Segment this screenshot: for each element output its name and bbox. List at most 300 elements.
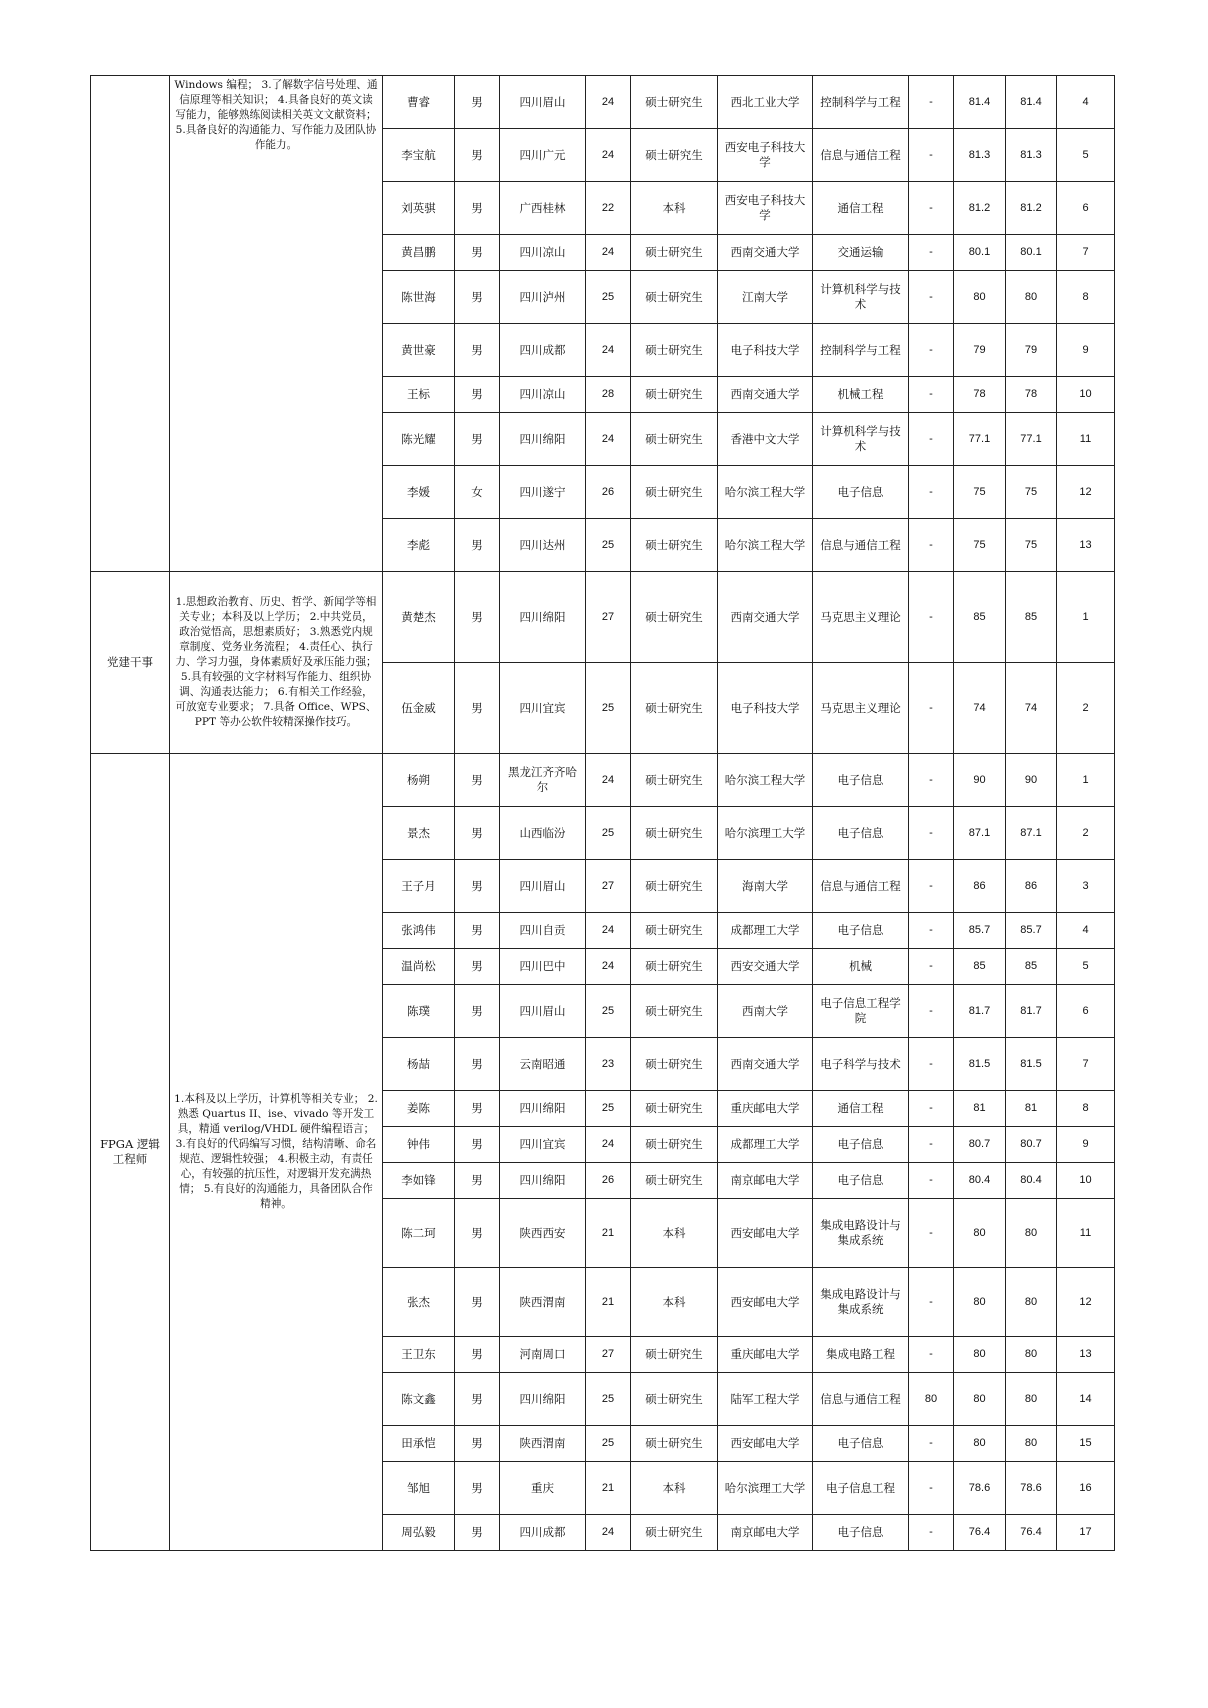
table-cell: 男 — [455, 1515, 500, 1551]
table-cell: 马克思主义理论 — [813, 572, 909, 663]
table-cell: 陈璞 — [383, 985, 455, 1038]
table-cell: 8 — [1057, 1091, 1115, 1127]
table-cell: 17 — [1057, 1515, 1115, 1551]
table-cell: 硕士研究生 — [631, 1337, 718, 1373]
table-cell: 男 — [455, 1426, 500, 1462]
table-cell: - — [909, 466, 954, 519]
table-cell: 机械 — [813, 949, 909, 985]
table-cell: 11 — [1057, 413, 1115, 466]
table-cell: 马克思主义理论 — [813, 663, 909, 754]
table-cell: 硕士研究生 — [631, 235, 718, 271]
table-cell: 10 — [1057, 377, 1115, 413]
table-cell: 80 — [1006, 1337, 1057, 1373]
table-cell: 本科 — [631, 1199, 718, 1268]
table-cell: 四川成都 — [500, 1515, 586, 1551]
table-cell: 西安交通大学 — [718, 949, 813, 985]
table-cell: - — [909, 1337, 954, 1373]
table-cell: 电子科技大学 — [718, 663, 813, 754]
table-cell: 男 — [455, 271, 500, 324]
table-cell: 西安邮电大学 — [718, 1199, 813, 1268]
table-cell: 张鸿伟 — [383, 913, 455, 949]
table-cell: 男 — [455, 1127, 500, 1163]
table-cell: 75 — [1006, 519, 1057, 572]
table-cell: 24 — [586, 1515, 631, 1551]
table-cell: 7 — [1057, 235, 1115, 271]
table-cell: 81.3 — [954, 129, 1006, 182]
table-cell: 男 — [455, 1462, 500, 1515]
table-cell: 25 — [586, 1373, 631, 1426]
table-cell: 集成电路工程 — [813, 1337, 909, 1373]
table-cell: 79 — [954, 324, 1006, 377]
table-cell: 27 — [586, 1337, 631, 1373]
table-cell: 男 — [455, 949, 500, 985]
table-cell: 78.6 — [954, 1462, 1006, 1515]
table-cell: - — [909, 663, 954, 754]
table-cell: - — [909, 913, 954, 949]
table-cell: - — [909, 949, 954, 985]
table-cell: 王卫东 — [383, 1337, 455, 1373]
table-cell: 广西桂林 — [500, 182, 586, 235]
table-cell: 11 — [1057, 1199, 1115, 1268]
table-cell: 江南大学 — [718, 271, 813, 324]
table-cell: 信息与通信工程 — [813, 860, 909, 913]
table-cell: 24 — [586, 129, 631, 182]
table-cell: 74 — [954, 663, 1006, 754]
table-cell: 电子信息 — [813, 1163, 909, 1199]
table-cell: 男 — [455, 129, 500, 182]
table-cell: - — [909, 129, 954, 182]
table-cell: 电子信息 — [813, 466, 909, 519]
table-cell: 西安电子科技大学 — [718, 129, 813, 182]
table-cell: 硕士研究生 — [631, 754, 718, 807]
table-cell: 四川广元 — [500, 129, 586, 182]
table-cell: 李彪 — [383, 519, 455, 572]
table-cell: 25 — [586, 271, 631, 324]
table-cell: 2 — [1057, 807, 1115, 860]
table-cell: 6 — [1057, 182, 1115, 235]
table-cell: 黑龙江齐齐哈尔 — [500, 754, 586, 807]
table-cell: 哈尔滨工程大学 — [718, 519, 813, 572]
table-cell: 27 — [586, 572, 631, 663]
table-cell: - — [909, 271, 954, 324]
table-cell: 25 — [586, 1091, 631, 1127]
table-cell: 西北工业大学 — [718, 76, 813, 129]
table-cell: 80 — [954, 271, 1006, 324]
table-cell: 14 — [1057, 1373, 1115, 1426]
table-cell: 四川达州 — [500, 519, 586, 572]
table-cell: 河南周口 — [500, 1337, 586, 1373]
table-cell: 23 — [586, 1038, 631, 1091]
table-cell: 王标 — [383, 377, 455, 413]
table-cell: 21 — [586, 1462, 631, 1515]
position-cell — [91, 76, 170, 572]
table-cell: 85 — [954, 949, 1006, 985]
table-cell: 硕士研究生 — [631, 572, 718, 663]
table-cell: 黄世豪 — [383, 324, 455, 377]
table-row — [91, 572, 1115, 663]
table-cell: 南京邮电大学 — [718, 1163, 813, 1199]
table-cell: 通信工程 — [813, 1091, 909, 1127]
table-cell: 景杰 — [383, 807, 455, 860]
table-cell: 男 — [455, 754, 500, 807]
table-cell: 25 — [586, 807, 631, 860]
table-cell: 哈尔滨工程大学 — [718, 466, 813, 519]
requirements-cell: Windows 编程； 3.了解数字信号处理、通信原理等相关知识； 4.具备良好的英文读写能力，能够熟练阅读相关英文文献资料； 5.具备良好的沟通能力、写作能力及团队协作能力。 — [170, 76, 383, 572]
table-cell: 男 — [455, 76, 500, 129]
table-cell: 电子信息 — [813, 754, 909, 807]
table-body — [91, 76, 1115, 1551]
table-cell: 陈世海 — [383, 271, 455, 324]
table-cell: 硕士研究生 — [631, 413, 718, 466]
table-cell: 男 — [455, 985, 500, 1038]
table-cell: 79 — [1006, 324, 1057, 377]
table-cell: 四川绵阳 — [500, 1163, 586, 1199]
table-cell: 80 — [954, 1373, 1006, 1426]
table-cell: 21 — [586, 1268, 631, 1337]
table-cell: 男 — [455, 182, 500, 235]
table-cell: 西南交通大学 — [718, 572, 813, 663]
table-cell: 四川宜宾 — [500, 663, 586, 754]
table-cell: 重庆邮电大学 — [718, 1091, 813, 1127]
table-cell: - — [909, 1127, 954, 1163]
table-cell: 四川遂宁 — [500, 466, 586, 519]
table-cell: 集成电路设计与集成系统 — [813, 1268, 909, 1337]
table-cell: 哈尔滨工程大学 — [718, 754, 813, 807]
table-cell: 温尚松 — [383, 949, 455, 985]
candidate-table — [90, 75, 1115, 1551]
table-cell: 77.1 — [1006, 413, 1057, 466]
table-cell: 王子月 — [383, 860, 455, 913]
table-cell: 曹睿 — [383, 76, 455, 129]
table-cell: 陕西渭南 — [500, 1426, 586, 1462]
table-cell: 9 — [1057, 1127, 1115, 1163]
table-cell: 四川自贡 — [500, 913, 586, 949]
table-cell: - — [909, 754, 954, 807]
table-cell: 25 — [586, 1426, 631, 1462]
table-cell: 7 — [1057, 1038, 1115, 1091]
table-cell: 80.7 — [954, 1127, 1006, 1163]
position-cell: FPGA 逻辑工程师 — [91, 754, 170, 1551]
table-cell: 75 — [1006, 466, 1057, 519]
table-cell: 黄楚杰 — [383, 572, 455, 663]
table-cell: 硕士研究生 — [631, 377, 718, 413]
table-cell: 81.3 — [1006, 129, 1057, 182]
table-cell: 周弘毅 — [383, 1515, 455, 1551]
table-cell: 香港中文大学 — [718, 413, 813, 466]
table-cell: - — [909, 1199, 954, 1268]
table-cell: 76.4 — [954, 1515, 1006, 1551]
table-cell: 电子信息 — [813, 1426, 909, 1462]
table-cell: 电子科学与技术 — [813, 1038, 909, 1091]
table-cell: 硕士研究生 — [631, 129, 718, 182]
table-cell: 四川眉山 — [500, 985, 586, 1038]
table-cell: - — [909, 413, 954, 466]
table-cell: 陕西渭南 — [500, 1268, 586, 1337]
table-cell: 哈尔滨理工大学 — [718, 1462, 813, 1515]
table-cell: 集成电路设计与集成系统 — [813, 1199, 909, 1268]
table-cell: 信息与通信工程 — [813, 519, 909, 572]
table-cell: 13 — [1057, 1337, 1115, 1373]
table-cell: 87.1 — [954, 807, 1006, 860]
table-cell: 四川凉山 — [500, 235, 586, 271]
table-cell: 陈文鑫 — [383, 1373, 455, 1426]
table-cell: 24 — [586, 949, 631, 985]
table-cell: 男 — [455, 413, 500, 466]
table-cell: 李如锋 — [383, 1163, 455, 1199]
table-cell: 四川巴中 — [500, 949, 586, 985]
table-cell: 80 — [909, 1373, 954, 1426]
table-cell: 10 — [1057, 1163, 1115, 1199]
table-cell: 伍金威 — [383, 663, 455, 754]
table-cell: - — [909, 235, 954, 271]
table-cell: 26 — [586, 466, 631, 519]
table-cell: 杨朔 — [383, 754, 455, 807]
table-cell: 男 — [455, 860, 500, 913]
table-cell: 陕西西安 — [500, 1199, 586, 1268]
table-cell: 5 — [1057, 949, 1115, 985]
table-cell: 85 — [954, 572, 1006, 663]
table-cell: 85.7 — [1006, 913, 1057, 949]
table-cell: 西南交通大学 — [718, 235, 813, 271]
table-cell: 80 — [1006, 271, 1057, 324]
table-cell: 81.7 — [954, 985, 1006, 1038]
table-cell: 25 — [586, 519, 631, 572]
table-cell: 硕士研究生 — [631, 1515, 718, 1551]
table-cell: 90 — [1006, 754, 1057, 807]
table-cell: 80.1 — [954, 235, 1006, 271]
table-cell: 15 — [1057, 1426, 1115, 1462]
table-cell: 四川泸州 — [500, 271, 586, 324]
table-cell: 76.4 — [1006, 1515, 1057, 1551]
table-cell: 硕士研究生 — [631, 1426, 718, 1462]
table-cell: 24 — [586, 324, 631, 377]
table-cell: - — [909, 519, 954, 572]
table-cell: 电子科技大学 — [718, 324, 813, 377]
table-cell: 85 — [1006, 572, 1057, 663]
table-cell: 77.1 — [954, 413, 1006, 466]
table-cell: 本科 — [631, 182, 718, 235]
table-cell: 四川眉山 — [500, 860, 586, 913]
table-cell: 25 — [586, 663, 631, 754]
table-cell: 75 — [954, 519, 1006, 572]
table-cell: 80.7 — [1006, 1127, 1057, 1163]
requirements-cell: 1.本科及以上学历，计算机等相关专业； 2.熟悉 Quartus II、ise、vivado 等开发工具，精通 verilog/VHDL 硬件编程语言； 3.有良好的代码编写习惯，结构清晰、命名规范、逻辑性较强； 4.积极主动，有责任心，有较强的抗压性，对逻辑开发充满热情； 5.有良好的沟通能力，具备团队合作精神。 — [170, 754, 383, 1551]
table-cell: 男 — [455, 1199, 500, 1268]
table-cell: 控制科学与工程 — [813, 76, 909, 129]
table-cell: 81.2 — [954, 182, 1006, 235]
table-cell: 硕士研究生 — [631, 1163, 718, 1199]
table-cell: 哈尔滨理工大学 — [718, 807, 813, 860]
table-cell: 控制科学与工程 — [813, 324, 909, 377]
table-cell: - — [909, 1091, 954, 1127]
table-cell: 81.4 — [954, 76, 1006, 129]
table-cell: 80 — [1006, 1199, 1057, 1268]
table-cell: 24 — [586, 413, 631, 466]
table-cell: 80 — [954, 1426, 1006, 1462]
table-cell: 杨喆 — [383, 1038, 455, 1091]
table-cell: 男 — [455, 807, 500, 860]
table-cell: - — [909, 76, 954, 129]
table-cell: 西南大学 — [718, 985, 813, 1038]
table-cell: 硕士研究生 — [631, 1373, 718, 1426]
table-cell: 男 — [455, 1337, 500, 1373]
table-cell: 四川绵阳 — [500, 1373, 586, 1426]
table-cell: 24 — [586, 76, 631, 129]
table-cell: 田承恺 — [383, 1426, 455, 1462]
table-cell: - — [909, 324, 954, 377]
table-cell: 81.5 — [954, 1038, 1006, 1091]
table-cell: 电子信息工程 — [813, 1462, 909, 1515]
table-cell: 海南大学 — [718, 860, 813, 913]
table-cell: 南京邮电大学 — [718, 1515, 813, 1551]
table-cell: 西南交通大学 — [718, 1038, 813, 1091]
table-cell: 80 — [954, 1199, 1006, 1268]
table-cell: 80.4 — [1006, 1163, 1057, 1199]
table-cell: 信息与通信工程 — [813, 1373, 909, 1426]
table-cell: 硕士研究生 — [631, 324, 718, 377]
position-cell: 党建干事 — [91, 572, 170, 754]
table-cell: - — [909, 1426, 954, 1462]
table-cell: 山西临汾 — [500, 807, 586, 860]
table-cell: 计算机科学与技术 — [813, 271, 909, 324]
table-cell: 本科 — [631, 1268, 718, 1337]
table-cell: 交通运输 — [813, 235, 909, 271]
table-cell: 5 — [1057, 129, 1115, 182]
table-cell: 西南交通大学 — [718, 377, 813, 413]
table-cell: 25 — [586, 985, 631, 1038]
table-cell: 80.1 — [1006, 235, 1057, 271]
table-cell: 云南昭通 — [500, 1038, 586, 1091]
table-cell: 四川绵阳 — [500, 413, 586, 466]
table-cell: 6 — [1057, 985, 1115, 1038]
table-cell: - — [909, 1038, 954, 1091]
table-cell: 81.7 — [1006, 985, 1057, 1038]
table-row — [91, 754, 1115, 807]
table-cell: 86 — [1006, 860, 1057, 913]
table-cell: 80 — [954, 1337, 1006, 1373]
table-cell: 西安邮电大学 — [718, 1268, 813, 1337]
table-cell: 28 — [586, 377, 631, 413]
table-cell: 陈光耀 — [383, 413, 455, 466]
table-cell: 男 — [455, 519, 500, 572]
table-cell: 21 — [586, 1199, 631, 1268]
table-cell: 80 — [1006, 1373, 1057, 1426]
table-cell: 男 — [455, 235, 500, 271]
table-cell: 成都理工大学 — [718, 913, 813, 949]
table-cell: 李媛 — [383, 466, 455, 519]
table-cell: 男 — [455, 913, 500, 949]
table-cell: 四川绵阳 — [500, 572, 586, 663]
table-cell: 24 — [586, 235, 631, 271]
table-cell: 硕士研究生 — [631, 1127, 718, 1163]
table-cell: 12 — [1057, 1268, 1115, 1337]
table-cell: 85.7 — [954, 913, 1006, 949]
table-cell: 西安邮电大学 — [718, 1426, 813, 1462]
table-cell: 硕士研究生 — [631, 807, 718, 860]
table-cell: 24 — [586, 754, 631, 807]
table-cell: - — [909, 1268, 954, 1337]
table-cell: 24 — [586, 913, 631, 949]
table-cell: 电子信息 — [813, 1127, 909, 1163]
table-cell: 电子信息工程学院 — [813, 985, 909, 1038]
table-cell: 81.5 — [1006, 1038, 1057, 1091]
table-cell: 9 — [1057, 324, 1115, 377]
table-cell: 男 — [455, 1373, 500, 1426]
table-cell: 8 — [1057, 271, 1115, 324]
table-cell: 成都理工大学 — [718, 1127, 813, 1163]
table-cell: 四川凉山 — [500, 377, 586, 413]
table-cell: 81 — [1006, 1091, 1057, 1127]
table-cell: 硕士研究生 — [631, 913, 718, 949]
table-cell: 张杰 — [383, 1268, 455, 1337]
table-cell: 74 — [1006, 663, 1057, 754]
table-cell: 80.4 — [954, 1163, 1006, 1199]
table-cell: 男 — [455, 324, 500, 377]
table-cell: 78.6 — [1006, 1462, 1057, 1515]
table-cell: 85 — [1006, 949, 1057, 985]
table-cell: 80 — [1006, 1426, 1057, 1462]
table-cell: 硕士研究生 — [631, 1038, 718, 1091]
table-cell: 2 — [1057, 663, 1115, 754]
table-cell: 四川绵阳 — [500, 1091, 586, 1127]
table-cell: - — [909, 572, 954, 663]
table-cell: 81 — [954, 1091, 1006, 1127]
table-cell: 81.4 — [1006, 76, 1057, 129]
table-cell: 本科 — [631, 1462, 718, 1515]
table-cell: 27 — [586, 860, 631, 913]
table-cell: - — [909, 1163, 954, 1199]
table-cell: 90 — [954, 754, 1006, 807]
table-cell: 姜陈 — [383, 1091, 455, 1127]
table-cell: 86 — [954, 860, 1006, 913]
table-cell: 机械工程 — [813, 377, 909, 413]
table-cell: 重庆邮电大学 — [718, 1337, 813, 1373]
table-cell: 12 — [1057, 466, 1115, 519]
table-cell: 81.2 — [1006, 182, 1057, 235]
table-cell: 西安电子科技大学 — [718, 182, 813, 235]
table-cell: 78 — [954, 377, 1006, 413]
table-cell: 男 — [455, 663, 500, 754]
table-cell: - — [909, 807, 954, 860]
table-cell: 78 — [1006, 377, 1057, 413]
table-cell: - — [909, 182, 954, 235]
requirements-cell: 1.思想政治教育、历史、哲学、新闻学等相关专业；本科及以上学历； 2.中共党员，政治觉悟高，思想素质好； 3.熟悉党内规章制度、党务业务流程； 4.责任心、执行力、学习力强，身体素质好及承压能力强； 5.具有较强的文字材料写作能力、组织协调、沟通表达能力； 6.有相关工作经验，可放宽专业要求； 7.具备 Office、WPS、PPT 等办公软件较精深操作技巧。 — [170, 572, 383, 754]
table-cell: 男 — [455, 1268, 500, 1337]
table-cell: 男 — [455, 1163, 500, 1199]
table-cell: 13 — [1057, 519, 1115, 572]
table-cell: 男 — [455, 377, 500, 413]
table-cell: 26 — [586, 1163, 631, 1199]
table-cell: 硕士研究生 — [631, 519, 718, 572]
table-cell: - — [909, 985, 954, 1038]
table-cell: 1 — [1057, 754, 1115, 807]
table-cell: 男 — [455, 1091, 500, 1127]
table-cell: 75 — [954, 466, 1006, 519]
table-cell: 陈二珂 — [383, 1199, 455, 1268]
table-cell: 电子信息 — [813, 913, 909, 949]
table-cell: 男 — [455, 1038, 500, 1091]
table-cell: 24 — [586, 1127, 631, 1163]
table-cell: 四川成都 — [500, 324, 586, 377]
table-cell: 重庆 — [500, 1462, 586, 1515]
table-cell: 钟伟 — [383, 1127, 455, 1163]
table-cell: 16 — [1057, 1462, 1115, 1515]
table-cell: 4 — [1057, 913, 1115, 949]
table-cell: 1 — [1057, 572, 1115, 663]
table-cell: 硕士研究生 — [631, 663, 718, 754]
table-cell: 电子信息 — [813, 1515, 909, 1551]
table-cell: 硕士研究生 — [631, 985, 718, 1038]
